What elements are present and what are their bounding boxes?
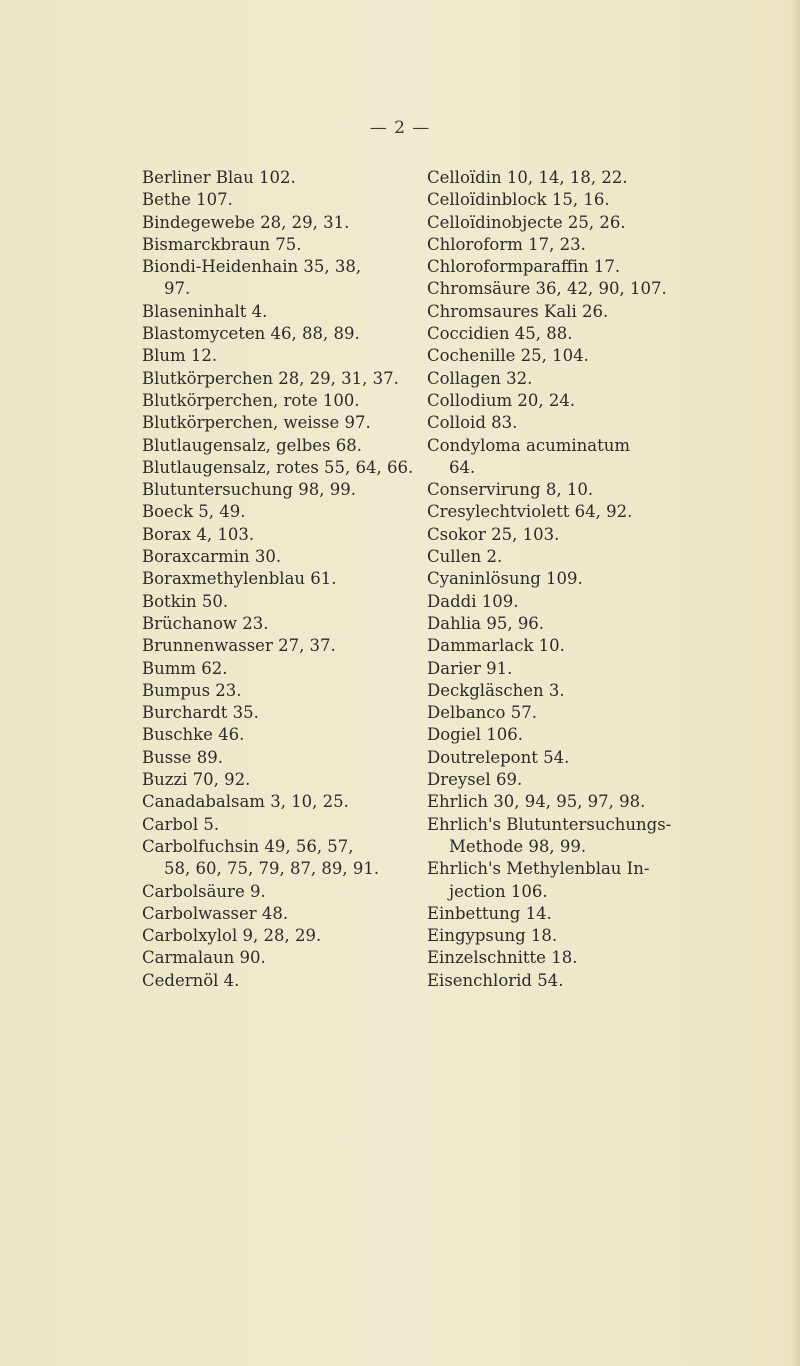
index-entry: Blaseninhalt 4. [142, 301, 268, 321]
index-entry: Blutkörperchen 28, 29, 31, 37. [142, 368, 399, 388]
index-entry: Burchardt 35. [142, 703, 259, 723]
index-entry: Cedernöl 4. [142, 970, 240, 990]
index-entry: Daddi 109. [427, 591, 519, 611]
index-entry: Dreysel 69. [427, 770, 523, 790]
index-entry: Celloïdinobjecte 25, 26. [427, 212, 626, 232]
index-entry: Blutkörperchen, rote 100. [142, 390, 360, 410]
index-entry: Blastomyceten 46, 88, 89. [142, 324, 360, 344]
index-entry: Blutlaugensalz, rotes 55, 64, 66. [142, 457, 414, 477]
index-entry-continuation: jection 106. [449, 881, 548, 901]
index-entry: Chloroformparaffin 17. [427, 257, 621, 277]
index-entry: Carbolsäure 9. [142, 881, 266, 901]
index-entry: Boeck 5, 49. [142, 502, 246, 522]
index-entry: Collagen 32. [427, 368, 533, 388]
index-entry: Ehrlich's Methylenblau In- [427, 859, 650, 879]
index-entry: Delbanco 57. [427, 703, 537, 723]
index-entry: Bethe 107. [142, 190, 233, 210]
index-entry: Einbettung 14. [427, 903, 552, 923]
index-entry: Dammarlack 10. [427, 636, 565, 656]
index-entry-continuation: 64. [449, 457, 476, 477]
index-entry: Blutkörperchen, weisse 97. [142, 413, 371, 433]
index-entry: Buzzi 70, 92. [142, 770, 251, 790]
index-entry: Celloïdin 10, 14, 18, 22. [427, 168, 628, 187]
index-entry: Carbolxylol 9, 28, 29. [142, 926, 322, 946]
index-entry-continuation: 58, 60, 75, 79, 87, 89, 91. [164, 859, 380, 879]
index-entry: Borax 4, 103. [142, 524, 255, 544]
index-entry: Boraxcarmin 30. [142, 547, 282, 567]
index-entry: Botkin 50. [142, 591, 229, 611]
index-entry: Chromsäure 36, 42, 90, 107. [427, 279, 667, 299]
index-entry: Carmalaun 90. [142, 948, 266, 968]
index-entry: Biondi-Heidenhain 35, 38, [142, 257, 362, 277]
index-entry: Colloid 83. [427, 413, 518, 433]
index-entry: Carbol 5. [142, 814, 220, 834]
index-entry: Dahlia 95, 96. [427, 613, 545, 633]
index-entry: Blutlaugensalz, gelbes 68. [142, 435, 363, 455]
index-entry: Brunnenwasser 27, 37. [142, 636, 336, 656]
index-entry: Chromsaures Kali 26. [427, 301, 609, 321]
index-entry: Blum 12. [142, 346, 218, 366]
index-entry: Bismarckbraun 75. [142, 234, 302, 254]
index-entry: Cochenille 25, 104. [427, 346, 589, 366]
index-entry: Boraxmethylenblau 61. [142, 569, 337, 589]
index-entry: Dogiel 106. [427, 725, 524, 745]
index-entry: Brüchanow 23. [142, 613, 269, 633]
index-entry: Carbolwasser 48. [142, 903, 289, 923]
index-entry: Buschke 46. [142, 725, 245, 745]
index-column-left [142, 167, 427, 992]
index-entry: Celloïdinblock 15, 16. [427, 190, 610, 210]
index-entry: Berliner Blau 102. [142, 168, 296, 187]
index-entry-continuation: Methode 98, 99. [449, 836, 587, 856]
index-column-right [427, 167, 772, 992]
index-entry: Ehrlich 30, 94, 95, 97, 98. [427, 792, 646, 812]
index-entry: Condyloma acuminatum [427, 435, 631, 455]
index-entry: Conservirung 8, 10. [427, 480, 594, 500]
index-entry: Ehrlich's Blutuntersuchungs- [427, 814, 672, 834]
index-entry: Cyaninlösung 109. [427, 569, 583, 589]
index-entry-continuation: 97. [164, 279, 191, 299]
index-entry: Carbolfuchsin 49, 56, 57, [142, 836, 354, 856]
index-entry: Bumpus 23. [142, 680, 242, 700]
index-entry: Bumm 62. [142, 658, 228, 678]
page-edge-shadow [790, 0, 800, 1366]
index-entry: Cresylechtviolett 64, 92. [427, 502, 633, 522]
index-entry: Eisenchlorid 54. [427, 970, 564, 990]
index-entry: Deckgläschen 3. [427, 680, 565, 700]
index-entry: Collodium 20, 24. [427, 390, 576, 410]
page-number: — 2 — [369, 118, 431, 138]
index-entry: Cullen 2. [427, 547, 503, 567]
index-entry: Bindegewebe 28, 29, 31. [142, 212, 350, 232]
index-entry: Einzelschnitte 18. [427, 948, 578, 968]
index-entry: Eingypsung 18. [427, 926, 558, 946]
index-entry: Csokor 25, 103. [427, 524, 560, 544]
index-entry: Busse 89. [142, 747, 223, 767]
index-entry: Doutrelepont 54. [427, 747, 570, 767]
index-entry: Coccidien 45, 88. [427, 324, 573, 344]
index-entry: Chloroform 17, 23. [427, 234, 586, 254]
index-entry: Blutuntersuchung 98, 99. [142, 480, 356, 500]
index-entry: Darier 91. [427, 658, 513, 678]
index-entry: Canadabalsam 3, 10, 25. [142, 792, 349, 812]
